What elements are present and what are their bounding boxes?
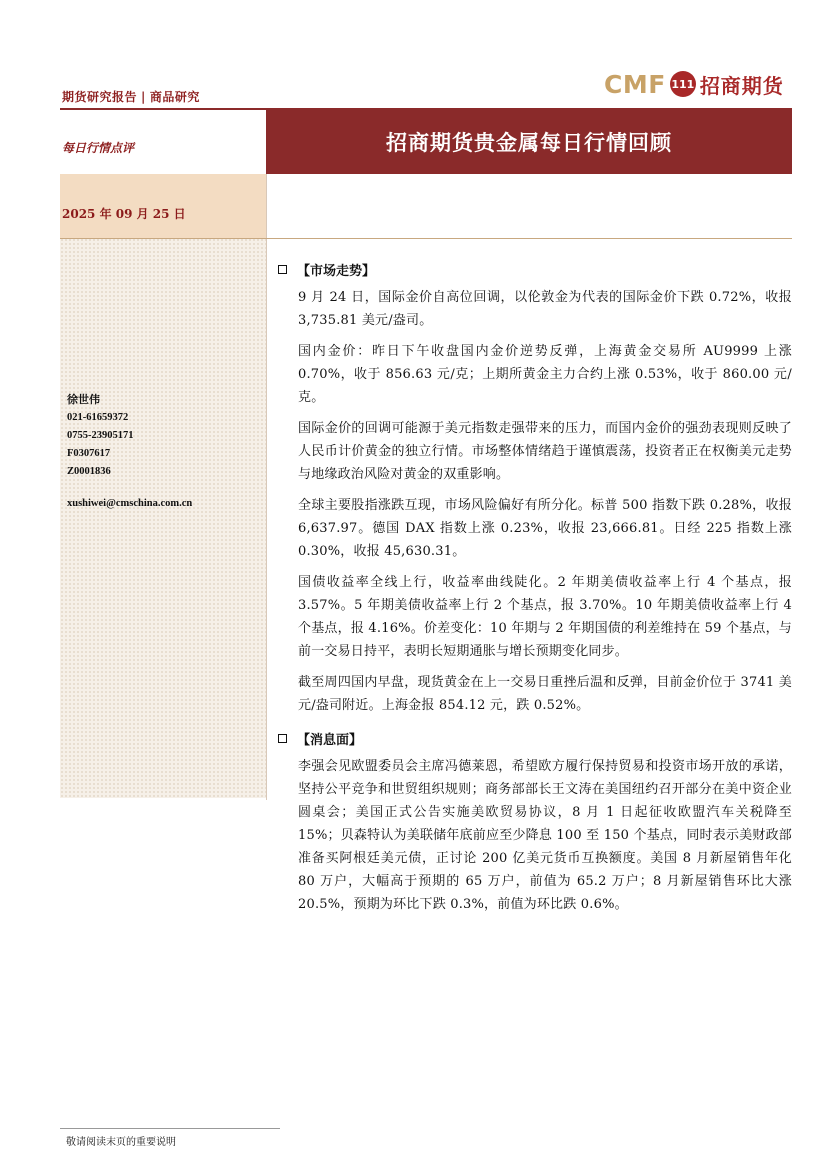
author-license2: Z0001836 [67, 466, 111, 477]
section-heading-market [274, 258, 792, 280]
section-heading-news [274, 727, 792, 749]
author-phone1: 021-61659372 [67, 412, 129, 423]
author-info [67, 391, 192, 513]
author-email[interactable]: xushiwei@cmschina.com.cn [67, 498, 193, 509]
paragraph: 李强会见欧盟委员会主席冯德莱恩，希望欧方履行保持贸易和投资市场开放的承诺，坚持公平竞争和世贸组织规则；商务部部长王文涛在美国纽约召开部分在美中资企业圆桌会；美国正式公告实施美欧贸易协议，8 月 1 日起征收欧盟汽车关税降至 15%；贝森特认为美联储年底前应至少降息 100 至 150 个基点，同时表示美财政部准备买阿根廷美元债，正讨论 200 亿美元货币互换额度。美国 8 月新屋销售年化 80 万户，大幅高于预期的 65 万户，前值为 65.2 万户；8 月新屋销售环比大涨 20.5%，预期为环比下跌 0.3%，前值为环比跌 0.6%。 [298, 759, 792, 912]
footer-note: 敬请阅读末页的重要说明 [66, 1137, 176, 1148]
author-phone2: 0755-23905171 [67, 430, 134, 441]
author-name: 徐世伟 [67, 394, 100, 406]
paragraph: 截至周四国内早盘，现货黄金在上一交易日重挫后温和反弹，目前金价位于 3741 美元/盎司附近。上海金报 854.12 元，跌 0.52%。 [298, 675, 792, 713]
logo-cmf-text: CMF [604, 69, 666, 99]
main-content [274, 258, 792, 924]
category-separator: | [141, 90, 146, 104]
paragraph: 全球主要股指涨跌互现，市场风险偏好有所分化。标普 500 指数下跌 0.28%，收报 6,637.97。德国 DAX 指数上涨 0.23%，收报 23,666.81。日经 225 指数上涨 0.30%，收报 45,630.31。 [298, 498, 792, 559]
page-title: 招商期货贵金属每日行情回顾 [386, 130, 672, 155]
logo-badge-icon: 111 [670, 71, 696, 97]
checkbox-bullet-icon [278, 734, 287, 743]
title-rule [60, 238, 792, 239]
category-commodity: 商品研究 [149, 90, 200, 104]
title-banner [266, 110, 792, 174]
paragraph: 9 月 24 日，国际金价自高位回调，以伦敦金为代表的国际金价下跌 0.72%，收报 3,735.81 美元/盎司。 [298, 290, 792, 328]
author-license1: F0307617 [67, 448, 111, 459]
checkbox-bullet-icon [278, 265, 287, 274]
logo-cn-text: 招商期货 [699, 73, 784, 98]
footer-rule [60, 1128, 280, 1129]
report-type: 每日行情点评 [62, 141, 135, 155]
section-title: 【市场走势】 [297, 263, 376, 279]
section-title: 【消息面】 [297, 732, 363, 748]
sidebar-panel [60, 238, 266, 798]
report-date: 2025 年 09 月 25 日 [62, 207, 186, 221]
company-logo [604, 66, 794, 102]
paragraph: 国债收益率全线上行，收益率曲线陡化。2 年期美债收益率上行 4 个基点，报 3.57%。5 年期美债收益率上行 2 个基点，报 3.70%。10 年期美债收益率上行 4 个基点，报 4.16%。价差变化：10 年期与 2 年期国债的利差维持在 59 个基点，与前一交易日持平，表明长短期通胀与增长预期变化同步。 [298, 575, 792, 659]
category-research: 期货研究报告 [62, 90, 138, 104]
column-divider [266, 110, 267, 800]
report-category [62, 88, 200, 105]
paragraph: 国内金价：昨日下午收盘国内金价逆势反弹，上海黄金交易所 AU9999 上涨 0.70%，收于 856.63 元/克；上期所黄金主力合约上涨 0.53%，收于 860.00 元/克。 [298, 344, 792, 405]
paragraph: 国际金价的回调可能源于美元指数走强带来的压力，而国内金价的强劲表现则反映了人民币计价黄金的独立行情。市场整体情绪趋于谨慎震荡，投资者正在权衡美元走势与地缘政治风险对黄金的双重影响。 [298, 421, 792, 482]
